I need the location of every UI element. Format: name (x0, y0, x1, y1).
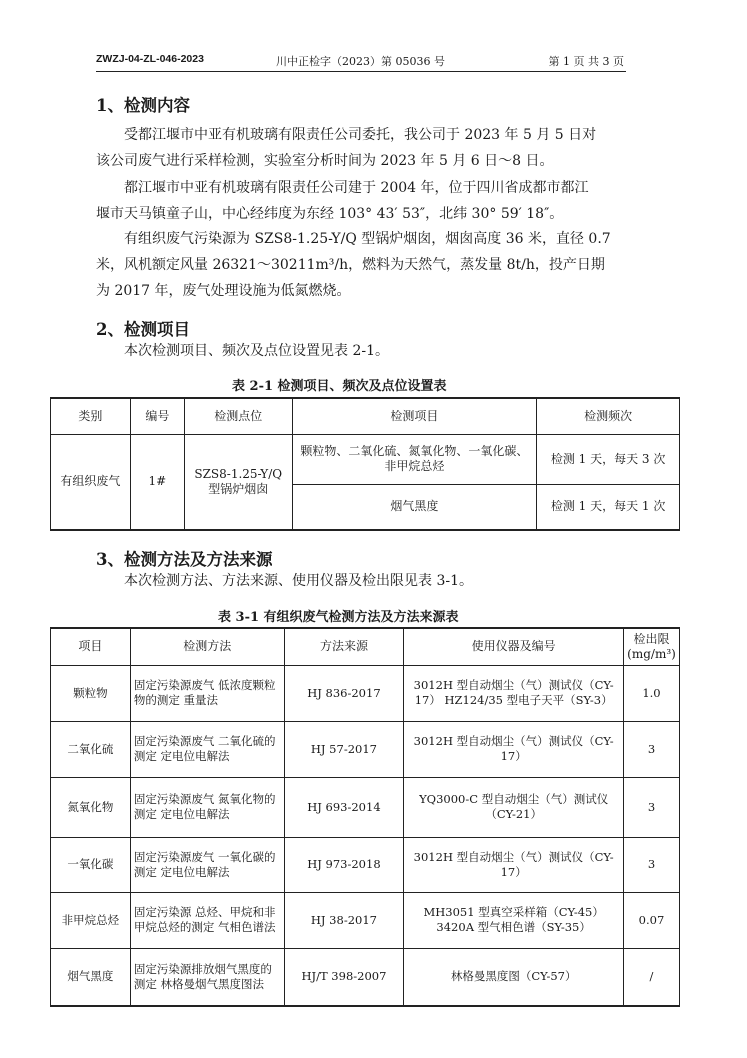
limit-cell: / (623, 948, 679, 1006)
col-header: 检测项目 (292, 398, 537, 434)
source-cell: HJ 973-2018 (284, 837, 404, 892)
paragraph-line: 该公司废气进行采样检测，实验室分析时间为 2023 年 5 月 6 日～8 日。 (96, 153, 554, 169)
section1-paragraph-2 (96, 175, 636, 227)
col-header: 检测频次 (537, 398, 680, 434)
instrument-cell: 3012H 型自动烟尘（气）测试仪（CY-17） (404, 721, 624, 777)
intro-text: 本次检测项目、频次及点位设置见表 2-1。 (124, 343, 389, 359)
number-cell: 1# (130, 434, 184, 530)
table-row (51, 665, 680, 721)
instrument-cell: YQ3000-C 型自动烟尘（气）测试仪（CY-21） (404, 777, 624, 837)
section1-paragraph-3 (96, 226, 636, 304)
section3-title: 3、检测方法及方法来源 (96, 550, 273, 569)
item-cell: 烟气黑度 (51, 948, 131, 1006)
items-cell: 颗粒物、二氧化硫、氮氧化物、一氧化碳、非甲烷总烃 (292, 434, 537, 484)
col-header: 编号 (130, 398, 184, 434)
limit-cell: 3 (623, 837, 679, 892)
limit-cell: 0.07 (623, 892, 679, 948)
col-header: 方法来源 (284, 628, 404, 665)
instrument-cell: 3012H 型自动烟尘（气）测试仪（CY-17） HZ124/35 型电子天平（SY-3） (404, 665, 624, 721)
col-header: 检测方法 (130, 628, 284, 665)
paragraph-line: 堰市天马镇童子山，中心经纬度为东经 103° 43′ 53″，北纬 30° 59′ 18″。 (96, 206, 564, 222)
item-cell: 颗粒物 (51, 665, 131, 721)
method-cell: 固定污染源废气 低浓度颗粒物的测定 重量法 (130, 665, 284, 721)
freq-cell: 检测 1 天，每天 1 次 (537, 484, 680, 530)
method-cell: 固定污染源废气 氮氧化物的测定 定电位电解法 (130, 777, 284, 837)
header-divider (96, 71, 626, 72)
paragraph-line: 受都江堰市中亚有机玻璃有限责任公司委托，我公司于 2023 年 5 月 5 日对 (124, 127, 597, 143)
source-cell: HJ/T 398-2007 (284, 948, 404, 1006)
section2-intro (96, 338, 636, 364)
section3-intro (96, 568, 636, 594)
item-cell: 非甲烷总烃 (51, 892, 131, 948)
paragraph-line: 为 2017 年，废气处理设施为低氮燃烧。 (96, 283, 351, 299)
instrument-cell: MH3051 型真空采样箱（CY-45） 3420A 型气相色谱（SY-35） (404, 892, 624, 948)
paragraph-line: 都江堰市中亚有机玻璃有限责任公司建于 2004 年，位于四川省成都市都江 (124, 180, 589, 196)
instrument-cell: 3012H 型自动烟尘（气）测试仪（CY-17） (404, 837, 624, 892)
col-header: 检测点位 (184, 398, 292, 434)
table-2-1-caption: 表 2-1 检测项目、频次及点位设置表 (232, 379, 447, 394)
table-row (51, 948, 680, 1006)
page-indicator: 第 1 页 共 3 页 (548, 55, 624, 68)
item-cell: 氮氧化物 (51, 777, 131, 837)
item-cell: 一氧化碳 (51, 837, 131, 892)
table-row (51, 721, 680, 777)
intro-text: 本次检测方法、方法来源、使用仪器及检出限见表 3-1。 (124, 573, 473, 589)
col-header: 类别 (51, 398, 131, 434)
section1-paragraph-1 (96, 122, 636, 174)
table-row (51, 837, 680, 892)
table-row (51, 434, 680, 484)
freq-cell: 检测 1 天，每天 3 次 (537, 434, 680, 484)
col-header: 使用仪器及编号 (404, 628, 624, 665)
table-row (51, 777, 680, 837)
items-cell: 烟气黑度 (292, 484, 537, 530)
document-code: ZWZJ-04-ZL-046-2023 (96, 53, 204, 65)
method-cell: 固定污染源排放烟气黑度的测定 林格曼烟气黑度图法 (130, 948, 284, 1006)
method-cell: 固定污染源废气 二氧化硫的测定 定电位电解法 (130, 721, 284, 777)
table-3-1-caption: 表 3-1 有组织废气检测方法及方法来源表 (218, 610, 459, 625)
method-cell: 固定污染源废气 一氧化碳的测定 定电位电解法 (130, 837, 284, 892)
paragraph-line: 米，风机额定风量 26321～30211m³/h，燃料为天然气，蒸发量 8t/h，投产日期 (96, 257, 605, 273)
table-2-1 (50, 397, 680, 531)
category-cell: 有组织废气 (51, 434, 131, 530)
source-cell: HJ 693-2014 (284, 777, 404, 837)
source-cell: HJ 57-2017 (284, 721, 404, 777)
limit-cell: 1.0 (623, 665, 679, 721)
point-cell: SZS8-1.25-Y/Q 型锅炉烟囱 (184, 434, 292, 530)
page-header (96, 50, 624, 70)
col-header: 项目 (51, 628, 131, 665)
section1-title: 1、检测内容 (96, 96, 190, 115)
limit-cell: 3 (623, 721, 679, 777)
method-cell: 固定污染源 总烃、甲烷和非甲烷总烃的测定 气相色谱法 (130, 892, 284, 948)
report-number: 川中正检字（2023）第 05036 号 (276, 55, 445, 68)
instrument-cell: 林格曼黑度图（CY-57） (404, 948, 624, 1006)
section2-title: 2、检测项目 (96, 320, 190, 339)
table-row (51, 892, 680, 948)
table-3-1 (50, 627, 680, 1007)
item-cell: 二氧化硫 (51, 721, 131, 777)
source-cell: HJ 38-2017 (284, 892, 404, 948)
limit-cell: 3 (623, 777, 679, 837)
col-header: 检出限 (mg/m³) (623, 628, 679, 665)
source-cell: HJ 836-2017 (284, 665, 404, 721)
paragraph-line: 有组织废气污染源为 SZS8-1.25-Y/Q 型锅炉烟囱，烟囱高度 36 米，直径 0.7 (124, 231, 611, 247)
